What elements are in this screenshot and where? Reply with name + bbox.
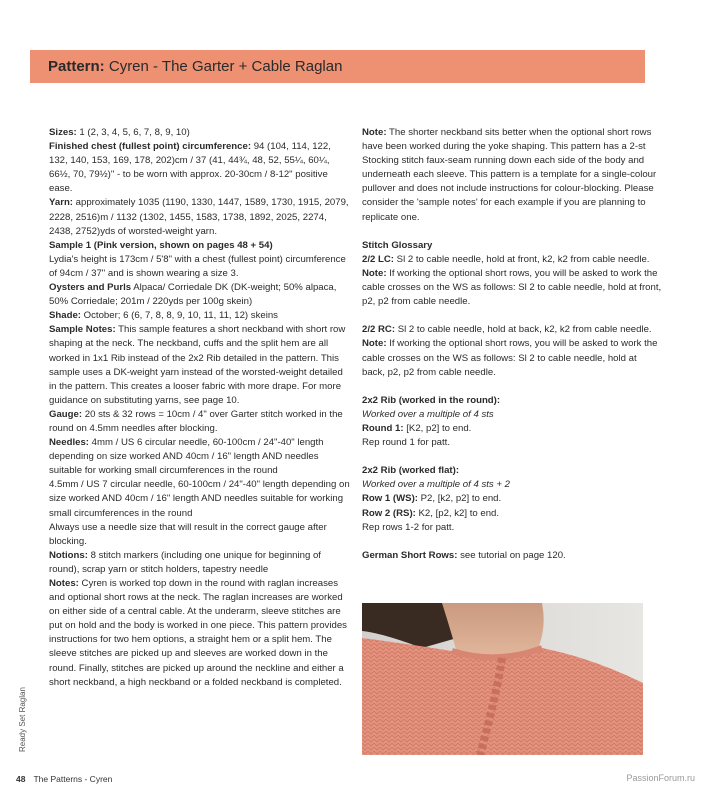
oysters-label: Oysters and Purls (49, 282, 132, 294)
rc-note-text: If working the optional short rows, you will be asked to work the cable crosses on the WS as follows: Sl 2 to cable needle, hold at back, p2, p2 from cable needle. (362, 338, 658, 378)
needles-text-3: Always use a needle size that will result in the correct gauge after blocking. (49, 521, 327, 547)
chest-paragraph (49, 140, 351, 196)
row1-label: Row 1 (WS): (362, 493, 418, 505)
lc-text: Sl 2 to cable needle, hold at front, k2, k2 from cable needle. (396, 253, 650, 265)
rib-round-heading: 2x2 Rib (worked in the round): (362, 394, 501, 406)
page-footer (16, 774, 112, 784)
pattern-title-banner (30, 50, 645, 83)
rib-round1-label: Round 1: (362, 422, 404, 434)
sample-notes-text: This sample features a short neckband with short row shaping at the neck. The neckband, cuffs and the split hem are all worked in 1x1 Rib instead of the 2x2 Rib detailed in the pattern. This sample uses a DK-weight yarn instead of the worsted-weight detailed in the pattern. This creates a looser fabric with more drape. For more guidance on substituting yarns, see page 10. (49, 324, 346, 406)
shade-label: Shade: (49, 310, 81, 322)
rib-round1-paragraph (362, 422, 662, 436)
row2-text: K2, [p2, k2] to end. (418, 507, 500, 519)
yarn-paragraph (49, 196, 351, 238)
book-title-side-label: Ready Set Raglan (18, 687, 27, 752)
stitch-glossary-heading: Stitch Glossary (362, 239, 433, 251)
gauge-text: 20 sts & 32 rows = 10cm / 4" over Garter stitch worked in the round on 4.5mm needles after blocking. (49, 408, 343, 434)
yarn-label: Yarn: (49, 197, 73, 209)
watermark: PassionForum.ru (626, 773, 695, 783)
german-short-rows-label: German Short Rows: (362, 549, 458, 561)
needles-text-2: 4.5mm / US 7 circular needle, 60-100cm / 24"-40" length depending on size worked AND 40cm / 16" length AND needles suitable for working small circumferences in the round (49, 479, 350, 519)
footer-section: The Patterns - Cyren (33, 774, 113, 784)
yarn-text: approximately 1035 (1190, 1330, 1447, 1589, 1730, 1915, 2079, 2228, 2516)m / 1132 (1302, 1455, 1583, 1738, 1892, 2025, 2274, 2438, 2752)yds of worsted-weight yarn. (49, 197, 349, 237)
oysters-paragraph (49, 281, 351, 309)
row1-paragraph (362, 492, 662, 506)
pattern-title-name: Cyren - The Garter + Cable Raglan (108, 58, 343, 75)
notions-label: Notions: (49, 549, 88, 561)
rib-round1-text: [K2, p2] to end. (406, 422, 472, 434)
rib-flat-repeat: Rep rows 1-2 for patt. (362, 521, 455, 533)
notes-label: Notes: (49, 578, 79, 589)
row1-text: P2, [k2, p2] to end. (420, 493, 502, 505)
chest-text: 94 (104, 114, 122, 132, 140, 153, 169, 178, 202)cm / 37 (41, 44¾, 48, 52, 55¼, 60¼, 66½, 70, 79½)" - to be worn with approx. 20-30cm / 8-12" positive ease. (49, 141, 331, 195)
row2-label: Row 2 (RS): (362, 507, 416, 519)
note-paragraph (362, 126, 662, 225)
sample1-heading: Sample 1 (Pink version, shown on pages 48 + 54) (49, 239, 273, 251)
lc-note-text: If working the optional short rows, you will be asked to work the cable crosses on the WS as follows: Sl 2 to cable needle, hold at front, p2, p2 from cable needle. (362, 267, 662, 308)
german-short-rows-text: see tutorial on page 120. (460, 549, 566, 561)
sizes-paragraph (49, 126, 351, 140)
row2-paragraph (362, 507, 662, 521)
sizes-text: 1 (2, 3, 4, 5, 6, 7, 8, 9, 10) (79, 127, 190, 138)
german-short-rows-paragraph (362, 549, 662, 563)
needles-paragraph (49, 436, 351, 478)
sweater-photo (362, 603, 643, 755)
notions-paragraph (49, 549, 351, 577)
rib-round-repeat: Rep round 1 for patt. (362, 437, 450, 449)
gauge-paragraph (49, 408, 351, 436)
notes-paragraph (49, 577, 351, 690)
chest-label: Finished chest (fullest point) circumference: (49, 141, 252, 153)
sample-notes-paragraph (49, 323, 351, 408)
notes-text: Cyren is worked top down in the round with raglan increases and optional short rows at the neck. The raglan increases are worked on either side of a central cable. At the underarm, sleeve stitches are put on hold and the body is worked in one piece. This pattern provides instructions for two hem options, a straight hem or a split hem. The sleeve stitches are picked up and sleeves are worked down in the round. Finally, stitches are picked up around the neckline and either a short neckband, a high neckband or a folded neckband is completed. (49, 578, 347, 688)
rib-flat-heading: 2x2 Rib (worked flat): (362, 465, 460, 477)
sizes-label: Sizes: (49, 127, 77, 138)
note-text: The shorter neckband sits better when the optional short rows have been worked during the yoke shaping. This pattern has a 2-st Stocking stitch faux-seam running down each side of the body and underneath each sleeve. This pattern is a template for a single-colour pullover and does not include instructions for colour-blocking. Please consider the 'sample notes' for each example if you are planning to replicate one. (362, 127, 657, 223)
left-column (49, 126, 351, 690)
notions-text: 8 stitch markers (including one unique for beginning of round), scrap yarn or stitch holders, tapestry needle (49, 549, 321, 575)
rc-label: 2/2 RC: (362, 324, 396, 336)
rc-paragraph (362, 323, 662, 379)
needles-text-1: 4mm / US 6 circular needle, 60-100cm / 24"-40" length depending on size worked AND 40cm / 16" length AND needles suitable for working small circumferences in the round (49, 437, 324, 477)
right-column (362, 126, 662, 563)
rc-note-label: Note: (362, 338, 387, 350)
rib-flat-subheading: Worked over a multiple of 4 sts + 2 (362, 479, 510, 491)
note-label: Note: (362, 127, 387, 138)
rib-round-subheading: Worked over a multiple of 4 sts (362, 408, 494, 420)
lc-label: 2/2 LC: (362, 253, 394, 265)
page-number: 48 (16, 774, 26, 784)
pattern-title (48, 58, 342, 75)
pattern-title-label: Pattern: (48, 58, 105, 75)
shade-text: October; 6 (6, 7, 8, 8, 9, 10, 11, 11, 12) skeins (83, 310, 278, 322)
sample1-text: Lydia's height is 173cm / 5'8" with a chest (fullest point) circumference of 94cm / 37" and is shown wearing a size 3. (49, 253, 346, 279)
needles-label: Needles: (49, 437, 89, 449)
lc-paragraph (362, 253, 662, 309)
shade-paragraph (49, 309, 351, 323)
oysters-text: Alpaca/ Corriedale DK (DK-weight; 50% alpaca, 50% Corriedale; 201m / 220yds per 100g skein) (49, 282, 337, 308)
lc-note-label: Note: (362, 267, 387, 279)
sample-notes-label: Sample Notes: (49, 324, 116, 336)
gauge-label: Gauge: (49, 408, 83, 420)
rc-text: Sl 2 to cable needle, hold at back, k2, k2 from cable needle. (397, 324, 652, 336)
